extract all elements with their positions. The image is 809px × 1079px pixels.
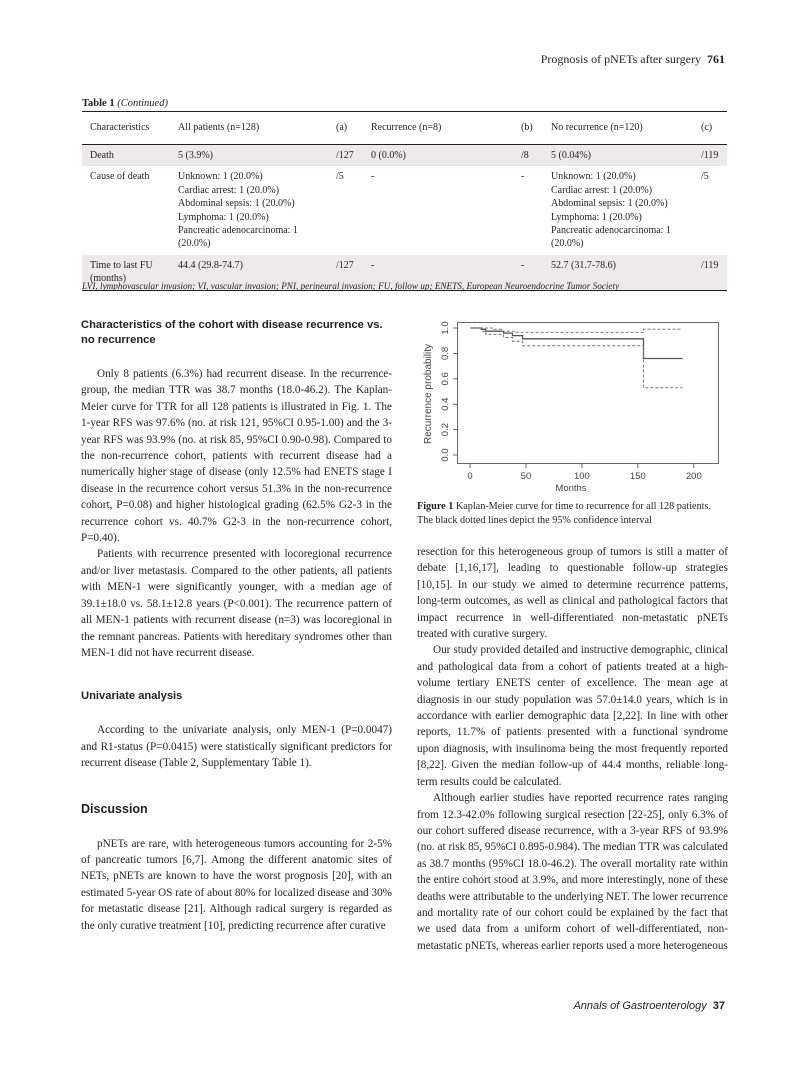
x-tick-label: 50	[520, 471, 532, 482]
header-all-patients: All patients (n=128)	[178, 112, 336, 145]
table-cell: /5	[336, 171, 344, 183]
cell-line: Abdominal sepsis: 1 (20.0%)	[551, 198, 668, 210]
table-cell: -	[521, 171, 525, 183]
running-head	[541, 52, 725, 67]
y-axis-label: Recurrence probability	[423, 343, 434, 445]
series-group	[470, 328, 683, 388]
header-characteristics: Characteristics	[82, 112, 178, 145]
header-a: (a)	[336, 112, 371, 145]
table-cell: 44.4 (29.8-74.7)	[178, 255, 336, 290]
header-c: (c)	[701, 112, 727, 145]
paragraph: Patients with recurrence presented with locoregional recurrence and/or liver metastasis. Compared to the other patients, all patients with MEN-1 were significantly younger, with a median age of 39.1±18.0 vs. 58.1±12.8 years (P<0.001). The recurrence pattern of all MEN-1 patients with recurrent disease (n=3) was locoregional in the remnant pancreas. Patients with hereditary syndromes other than MEN-1 did not have recurrent disease.	[81, 548, 392, 659]
table-cell: -	[371, 255, 521, 290]
x-tick-label: 150	[629, 471, 646, 482]
x-tick-label: 200	[685, 471, 702, 482]
cell-line: Unknown: 1 (20.0%)	[551, 171, 636, 183]
cell-line: Cardiac arrest: 1 (20.0%)	[551, 184, 653, 196]
running-title: Prognosis of pNETs after surgery	[540, 52, 701, 66]
x-tick-label: 100	[573, 471, 590, 482]
header-no-recurrence: No recurrence (n=120)	[551, 112, 701, 145]
journal-name: Annals of Gastroenterology	[573, 1000, 707, 1012]
table-row	[82, 166, 727, 254]
table-cell: /127	[336, 145, 371, 167]
y-tick-label: 0.6	[440, 372, 451, 386]
y-tick-label: 0.4	[440, 397, 451, 411]
left-column	[81, 318, 392, 934]
paragraph: pNETs are rare, with heterogeneous tumors accounting for 2-5% of pancreatic tumors [6,7]. Among the different anatomic sites of NETs, pNETs are known to have the worst prognosis [20], with an estimated 5-year OS rate of about 80% for localized disease and 30% for metastatic disease [21]. Although radical surgery is regarded as the only curative treatment [10], predicting recurrence after curative	[81, 837, 392, 932]
paragraph: Although earlier studies have reported recurrence rates ranging from 12.3-42.0% following surgical resection [22-25], only 6.3% of our cohort suffered disease recurrence, with a 3-year RFS of 93.9% (no. at risk 85, 95%CI 0.895-0.984). The median TTR was calculated as 38.7 months (95%CI 18.0-46.2). The overall mortality rate within the entire cohort stood at 3.9%, and more interestingly, none of these deaths were attributable to the underlying NET. The lower recurrence and mortality rate of our cohort could be explained by the fact that we used data from a uniform cohort of well-differentiated, non-metastatic pNETs, whereas earlier reports used a more heterogeneous	[417, 792, 728, 952]
y-tick-label: 1.0	[440, 321, 451, 335]
table-cell: Death	[82, 145, 178, 167]
cell-line: Lymphoma: 1 (20.0%)	[178, 211, 269, 223]
figure-caption	[417, 500, 728, 528]
right-column	[417, 544, 728, 954]
table-caption-continued: (Continued)	[117, 98, 168, 109]
kaplan-meier-chart	[417, 318, 728, 496]
cell-line: Pancreatic adenocarcinoma: 1	[551, 225, 671, 237]
cell-line: (20.0%)	[551, 238, 584, 250]
table-header-row	[82, 112, 727, 145]
table-cell: 52.7 (31.7-78.6)	[551, 255, 701, 290]
plot-frame	[458, 323, 719, 464]
header-b: (b)	[521, 112, 551, 145]
table-cell: 5 (3.9%)	[178, 145, 336, 167]
x-tick-label: 0	[467, 471, 473, 482]
cell-line: Cardiac arrest: 1 (20.0%)	[178, 184, 280, 196]
cell-line: Time to last FU	[90, 259, 153, 271]
section-heading: Univariate analysis	[81, 690, 183, 703]
x-axis	[467, 464, 701, 483]
figure-1	[417, 318, 728, 501]
table-cell: -	[521, 255, 551, 290]
section-heading: Discussion	[81, 801, 148, 816]
y-tick-label: 0.0	[440, 448, 451, 462]
table-cell: -	[371, 171, 375, 183]
cell-line: Abdominal sepsis: 1 (20.0%)	[178, 198, 295, 210]
x-axis-label: Months	[555, 483, 587, 494]
page-footer	[573, 1000, 725, 1012]
table-row	[82, 145, 727, 167]
header-recurrence: Recurrence (n=8)	[371, 112, 521, 145]
table-cell	[551, 166, 701, 254]
table-cell: 0 (0.0%)	[371, 145, 521, 167]
table-cell: 5 (0.04%)	[551, 145, 701, 167]
footer-page-number: 37	[712, 1000, 725, 1012]
table-cell: Cause of death	[90, 171, 150, 183]
y-tick-label: 0.2	[440, 422, 451, 437]
page-number: 761	[707, 52, 725, 66]
table-caption-label: Table 1	[82, 98, 115, 109]
table-caption	[82, 98, 168, 109]
table-cell: /119	[701, 145, 727, 167]
section-heading: Characteristics of the cohort with disease recurrence vs. no recurrence	[81, 319, 383, 346]
y-tick-label: 0.8	[440, 346, 451, 361]
figure-caption-text: Kaplan-Meier curve for time to recurrence for all 128 patients. The black dotted lines depict the 95% confidence interval	[417, 501, 712, 526]
cell-line: (20.0%)	[178, 238, 211, 250]
cell-line: Pancreatic adenocarcinoma: 1	[178, 225, 298, 237]
paragraph: Our study provided detailed and instructive demographic, clinical and pathological data from a cohort of patients treated at a high-volume tertiary ENETS center of excellence. The mean age at diagnosis in our study population was 57.0±14.0 years, which is in accordance with earlier demographic data [2,22]. In line with other reports, 11.7% of patients presented with a functional syndrome upon diagnosis, with insulinoma being the most frequently reported [8,22]. Given the median follow-up of 44.4 months, reliable long-term results could be calculated.	[417, 644, 728, 788]
paragraph: Only 8 patients (6.3%) had recurrent disease. In the recurrence-group, the median TTR was 38.7 months (18.0-46.2). The Kaplan-Meier curve for TTR for all 128 patients is illustrated in Fig. 1. The 1-year RFS was 97.6% (no. at risk 121, 95%CI 0.95-1.00) and the 3-year RFS was 93.9% (no. at risk 85, 95%CI 0.90-0.98). Compared to the non-recurrence cohort, patients with recurrent disease had a numerically higher stage of disease (only 12.5% had ENETS stage I disease in the recurrence cohort versus 51.3% in the non-recurrence cohort, P=0.08) and higher histological grading (62.5% G2-3 in the recurrence cohort vs. 40.7% G2-3 in the non-recurrence cohort, P=0.40).	[81, 368, 392, 545]
table-cell	[178, 166, 336, 254]
cell-line: (months)	[90, 273, 127, 285]
characteristics-table	[82, 111, 727, 291]
table-cell: /5	[701, 171, 709, 183]
table-footnote: LVI, lymphovascular invasion; VI, vascular invasion; PNI, perineural invasion; FU, follow up; ENETS, European Neuroendocrine Tumor Society	[82, 281, 620, 291]
figure-caption-label: Figure 1	[417, 501, 454, 512]
cell-line: Lymphoma: 1 (20.0%)	[551, 211, 642, 223]
table-cell: /8	[521, 145, 551, 167]
table-cell: /119	[701, 255, 727, 290]
table-cell: /127	[336, 255, 371, 290]
paragraph: According to the univariate analysis, only MEN-1 (P=0.0047) and R1-status (P=0.0415) were statistically significant predictors for recurrent disease (Table 2, Supplementary Table 1).	[81, 724, 392, 770]
y-axis	[440, 321, 458, 461]
cell-line: Unknown: 1 (20.0%)	[178, 171, 263, 183]
paragraph: resection for this heterogeneous group of tumors is still a matter of debate [1,16,17], leading to questionable follow-up strategies [10,15]. In our study we aimed to determine recurrence patterns, long-term outcomes, as well as clinical and pathological factors that impact recurrence in well-differentiated non-metastatic pNETs treated with curative surgery.	[417, 546, 728, 641]
